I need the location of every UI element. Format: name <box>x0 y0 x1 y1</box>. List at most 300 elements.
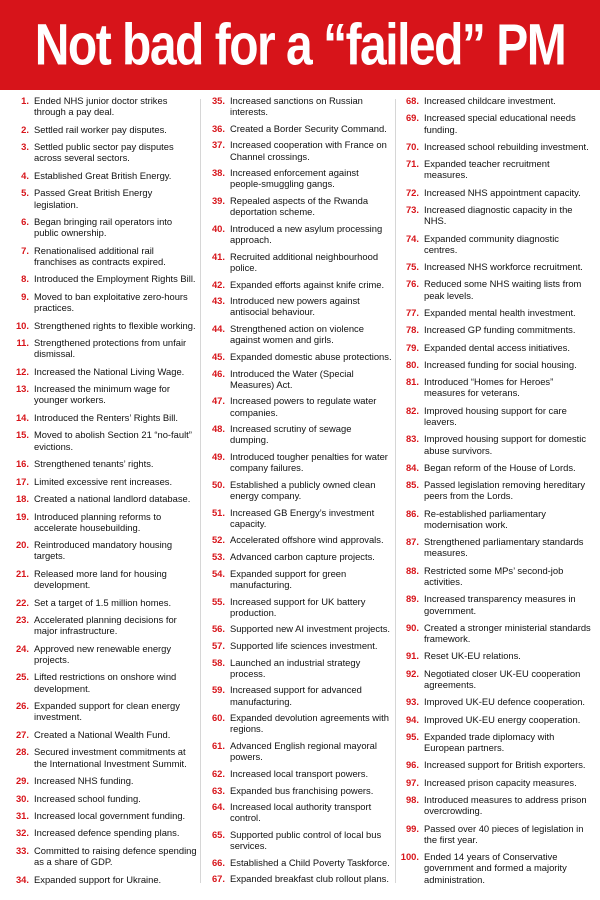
item-text: Improved housing support for care leavers. <box>424 404 567 428</box>
item-text: Established Great British Energy. <box>34 169 172 181</box>
list-item <box>204 534 392 545</box>
list-item <box>8 874 198 885</box>
list-item <box>8 671 198 693</box>
item-number: 77. <box>405 306 419 318</box>
list-item <box>398 794 594 816</box>
list-item <box>204 829 392 851</box>
item-number: 45. <box>211 350 225 362</box>
list-item <box>8 729 198 740</box>
item-number: 41. <box>211 250 225 262</box>
item-text: Created a Border Security Command. <box>230 122 387 134</box>
item-number: 46. <box>211 367 225 379</box>
list-item <box>8 320 198 331</box>
list-item <box>204 251 392 273</box>
item-text: Increased special educational needs funding. <box>424 112 576 135</box>
list-item <box>204 785 392 796</box>
item-number: 8. <box>21 273 29 285</box>
item-text: Expanded teacher recruitment measures. <box>424 158 550 181</box>
list-item <box>8 614 198 636</box>
item-text: Expanded support for green manufacturing. <box>230 567 347 590</box>
item-text: Began bringing rail operators into public ownership. <box>34 216 173 239</box>
list-item <box>8 643 198 665</box>
list-item <box>398 536 594 558</box>
item-number: 89. <box>405 593 419 605</box>
item-number: 47. <box>211 395 225 407</box>
item-number: 82. <box>405 404 419 416</box>
item-text: Reintroduced mandatory housing targets. <box>34 539 173 562</box>
item-number: 36. <box>211 122 225 134</box>
item-text: Increased school funding. <box>34 792 141 804</box>
list-item <box>8 141 198 163</box>
item-text: Reset UK-EU relations. <box>424 650 521 662</box>
item-number: 54. <box>211 567 225 579</box>
list-item <box>398 777 594 788</box>
page-title: Not bad for a “failed” PM <box>34 12 566 78</box>
item-text: Increased NHS workforce recruitment. <box>424 261 583 273</box>
item-number: 84. <box>405 461 419 473</box>
list-item <box>8 124 198 135</box>
item-number: 24. <box>15 642 29 654</box>
list-item <box>204 712 392 734</box>
list-item <box>398 565 594 587</box>
list-item <box>204 740 392 762</box>
item-text: Increased the minimum wage for younger workers. <box>34 383 170 406</box>
list-item <box>8 429 198 451</box>
item-text: Expanded support for clean energy investment. <box>34 700 180 723</box>
list-item <box>204 568 392 590</box>
list-item <box>398 307 594 318</box>
title-banner <box>0 0 600 90</box>
item-number: 99. <box>405 822 419 834</box>
item-text: Improved UK-EU energy cooperation. <box>424 713 581 725</box>
list-item <box>398 731 594 753</box>
item-text: Supported new AI investment projects. <box>230 623 390 635</box>
item-text: Increased cooperation with France on Channel crossings. <box>230 139 387 162</box>
item-text: Introduced the Employment Rights Bill. <box>34 273 196 285</box>
list-item <box>204 684 392 706</box>
list-item <box>8 366 198 377</box>
item-text: Released more land for housing development. <box>34 567 167 591</box>
list-item <box>204 167 392 189</box>
list-item <box>8 337 198 359</box>
list-item <box>398 233 594 255</box>
item-number: 52. <box>211 534 225 546</box>
item-text: Renationalised additional rail franchises as contracts expired. <box>34 244 166 267</box>
item-text: Improved UK-EU defence cooperation. <box>424 696 586 708</box>
list-item <box>8 539 198 561</box>
item-number: 42. <box>211 278 225 290</box>
item-text: Increased sanctions on Russian interests. <box>230 95 363 118</box>
list-item <box>204 368 392 390</box>
item-number: 53. <box>211 551 225 563</box>
item-text: Supported public control of local bus services. <box>230 829 382 852</box>
list-item <box>8 845 198 867</box>
item-number: 62. <box>211 767 225 779</box>
item-number: 9. <box>21 290 29 302</box>
item-text: Reduced some NHS waiting lists from peak levels. <box>424 278 582 301</box>
list-item <box>398 650 594 661</box>
list-item <box>204 323 392 345</box>
item-text: Increased NHS funding. <box>34 775 134 787</box>
list-item <box>204 640 392 651</box>
item-number: 90. <box>405 621 419 633</box>
item-text: Advanced English regional mayoral powers. <box>230 740 377 763</box>
item-number: 64. <box>211 801 225 813</box>
item-text: Ended NHS junior doctor strikes through a pay deal. <box>34 95 168 118</box>
column-divider <box>395 99 396 883</box>
item-text: Ended 14 years of Conservative government and formed a majority administration. <box>424 851 567 885</box>
list-item <box>398 696 594 707</box>
item-number: 13. <box>15 383 29 395</box>
list-item <box>398 593 594 615</box>
item-number: 95. <box>405 730 419 742</box>
item-number: 100. <box>400 851 419 863</box>
item-number: 55. <box>211 595 225 607</box>
item-text: Increased scrutiny of sewage dumping. <box>230 423 352 446</box>
item-number: 11. <box>16 337 29 349</box>
item-text: Supported life sciences investment. <box>230 640 378 651</box>
item-number: 83. <box>405 433 419 445</box>
item-text: Increased defence spending plans. <box>34 827 180 839</box>
item-text: Increased local transport powers. <box>230 767 369 779</box>
item-text: Increased GB Energy’s investment capacity. <box>230 506 375 529</box>
item-text: Strengthened action on violence against women and girls. <box>230 323 364 346</box>
item-number: 59. <box>211 684 225 696</box>
item-number: 73. <box>405 204 419 216</box>
item-number: 75. <box>405 261 419 273</box>
item-number: 80. <box>405 358 419 370</box>
list-item <box>398 622 594 644</box>
item-text: Expanded dental access initiatives. <box>424 341 570 353</box>
item-text: Set a target of 1.5 million homes. <box>34 596 172 608</box>
item-number: 86. <box>405 507 419 519</box>
item-text: Introduced the Water (Special Measures) Act. <box>230 367 354 390</box>
list-item <box>8 511 198 533</box>
list-item <box>398 278 594 300</box>
list-item <box>8 273 198 284</box>
item-number: 66. <box>211 856 225 868</box>
item-number: 60. <box>211 712 225 724</box>
list-item <box>8 568 198 590</box>
list-item <box>204 123 392 134</box>
item-number: 68. <box>405 95 419 106</box>
item-number: 3. <box>21 141 29 153</box>
item-text: Expanded efforts against knife crime. <box>230 278 385 290</box>
item-number: 37. <box>211 139 225 151</box>
item-number: 2. <box>21 123 29 135</box>
list-item <box>204 551 392 562</box>
item-text: Expanded bus franchising powers. <box>230 784 374 796</box>
item-text: Increased GP funding commitments. <box>424 324 576 336</box>
item-number: 14. <box>15 411 29 423</box>
list-item <box>8 291 198 313</box>
item-text: Increased prison capacity measures. <box>424 776 577 788</box>
list-item <box>8 476 198 487</box>
list-item <box>398 204 594 226</box>
list-item <box>204 423 392 445</box>
list-item <box>398 158 594 180</box>
item-number: 49. <box>211 450 225 462</box>
item-number: 69. <box>405 112 419 124</box>
item-text: Advanced carbon capture projects. <box>230 551 375 563</box>
item-text: Settled rail worker pay disputes. <box>34 123 167 135</box>
item-text: Increased school rebuilding investment. <box>424 140 589 152</box>
item-text: Approved new renewable energy projects. <box>34 642 172 665</box>
item-text: Expanded mental health investment. <box>424 306 576 318</box>
list-item <box>8 597 198 608</box>
list-item <box>8 245 198 267</box>
list-item <box>204 395 392 417</box>
item-number: 97. <box>405 776 419 788</box>
item-number: 91. <box>405 650 419 662</box>
list-item <box>398 405 594 427</box>
list-item <box>398 359 594 370</box>
list-item <box>398 95 594 106</box>
item-text: Expanded devolution agreements with regions. <box>230 712 389 735</box>
item-number: 57. <box>211 640 225 651</box>
item-text: Began reform of the House of Lords. <box>424 461 576 473</box>
item-text: Expanded domestic abuse protections. <box>230 350 392 362</box>
item-text: Expanded support for Ukraine. <box>34 873 162 885</box>
item-number: 25. <box>15 671 29 683</box>
list-item <box>8 95 198 117</box>
item-text: Launched an industrial strategy process. <box>230 656 361 679</box>
list-item <box>398 141 594 152</box>
column-divider <box>200 99 201 883</box>
item-text: Increased NHS appointment capacity. <box>424 186 581 198</box>
item-number: 5. <box>21 187 29 199</box>
list-item <box>204 768 392 779</box>
item-text: Increased support for UK battery production. <box>230 595 366 618</box>
item-text: Repealed aspects of the Rwanda deportation scheme. <box>230 195 369 218</box>
item-number: 96. <box>405 759 419 771</box>
item-number: 30. <box>15 792 29 804</box>
item-text: Introduced “Homes for Heroes” measures for veterans. <box>424 376 554 399</box>
item-number: 71. <box>405 158 419 170</box>
item-number: 38. <box>211 167 225 179</box>
list-item <box>8 746 198 768</box>
list-item <box>8 412 198 423</box>
item-number: 85. <box>405 479 419 491</box>
item-text: Re-established parliamentary modernisation work. <box>424 507 546 530</box>
item-text: Created a stronger ministerial standards framework. <box>424 621 591 645</box>
item-text: Accelerated planning decisions for major infrastructure. <box>34 614 177 637</box>
list-column-2 <box>204 95 392 885</box>
item-number: 72. <box>405 186 419 198</box>
item-number: 33. <box>15 844 29 856</box>
list-item <box>8 700 198 722</box>
list-item <box>8 187 198 209</box>
item-text: Limited excessive rent increases. <box>34 475 173 487</box>
item-text: Increased powers to regulate water companies. <box>230 395 377 418</box>
item-number: 12. <box>15 365 29 377</box>
item-number: 65. <box>211 829 225 841</box>
item-text: Expanded breakfast club rollout plans. <box>230 873 389 885</box>
list-column-3 <box>398 95 594 885</box>
item-number: 78. <box>405 324 419 336</box>
item-number: 20. <box>15 539 29 551</box>
item-number: 16. <box>15 458 29 470</box>
list-item <box>204 295 392 317</box>
item-number: 50. <box>211 478 225 490</box>
list-item <box>8 170 198 181</box>
list-item <box>8 383 198 405</box>
item-text: Introduced tougher penalties for water company failures. <box>230 450 388 474</box>
item-number: 23. <box>15 614 29 626</box>
item-number: 1. <box>21 95 29 106</box>
item-number: 29. <box>15 775 29 787</box>
achievements-list <box>0 95 600 895</box>
item-number: 63. <box>211 784 225 796</box>
list-item <box>204 351 392 362</box>
item-number: 93. <box>405 696 419 708</box>
list-item <box>398 261 594 272</box>
item-number: 44. <box>211 323 225 335</box>
item-number: 31. <box>15 809 29 821</box>
list-item <box>398 714 594 725</box>
item-text: Lifted restrictions on onshore wind development. <box>34 671 177 694</box>
list-item <box>8 810 198 821</box>
item-text: Committed to raising defence spending as a share of GDP. <box>34 844 197 868</box>
item-number: 74. <box>405 232 419 244</box>
item-text: Increased childcare investment. <box>424 95 556 106</box>
item-text: Increased support for advanced manufacturing. <box>230 684 362 707</box>
item-text: Passed Great British Energy legislation. <box>34 187 153 210</box>
item-number: 17. <box>15 475 29 487</box>
item-text: Created a National Wealth Fund. <box>34 728 171 740</box>
list-item <box>204 451 392 473</box>
item-number: 43. <box>211 295 225 307</box>
item-number: 51. <box>211 506 225 518</box>
list-item <box>204 139 392 161</box>
item-number: 48. <box>211 423 225 435</box>
item-number: 61. <box>211 740 225 752</box>
item-number: 94. <box>405 713 419 725</box>
list-item <box>8 827 198 838</box>
item-text: Introduced a new asylum processing approach. <box>230 222 383 246</box>
item-text: Strengthened rights to flexible working. <box>34 319 196 331</box>
list-item <box>398 851 594 885</box>
item-text: Introduced planning reforms to accelerate housebuilding. <box>34 510 162 533</box>
item-text: Secured investment commitments at the International Investment Summit. <box>34 746 187 769</box>
item-number: 67. <box>211 873 225 885</box>
list-item <box>204 857 392 868</box>
item-number: 26. <box>15 700 29 712</box>
item-text: Settled public sector pay disputes across several sectors. <box>34 141 174 164</box>
item-number: 21. <box>15 567 29 579</box>
item-number: 88. <box>405 564 419 576</box>
item-text: Created a national landlord database. <box>34 493 191 505</box>
item-text: Passed over 40 pieces of legislation in the first year. <box>424 822 584 845</box>
list-item <box>204 479 392 501</box>
item-text: Established a publicly owned clean energy company. <box>230 478 376 502</box>
item-number: 15. <box>15 429 29 441</box>
list-item <box>204 801 392 823</box>
item-number: 4. <box>21 169 29 181</box>
item-number: 18. <box>15 493 29 505</box>
item-number: 92. <box>405 667 419 679</box>
item-text: Expanded community diagnostic centres. <box>424 232 559 255</box>
item-number: 19. <box>15 510 29 522</box>
list-item <box>8 493 198 504</box>
item-text: Introduced the Renters’ Rights Bill. <box>34 411 178 423</box>
item-number: 87. <box>405 536 419 548</box>
list-item <box>204 195 392 217</box>
list-item <box>398 508 594 530</box>
item-number: 10. <box>15 319 29 331</box>
item-text: Moved to ban exploitative zero-hours practices. <box>34 290 188 314</box>
list-item <box>398 433 594 455</box>
item-number: 34. <box>15 873 29 885</box>
item-text: Recruited additional neighbourhood police. <box>230 250 379 273</box>
item-number: 32. <box>15 827 29 839</box>
item-number: 81. <box>405 376 419 388</box>
item-text: Accelerated offshore wind approvals. <box>230 534 384 546</box>
item-text: Increased diagnostic capacity in the NHS. <box>424 204 573 227</box>
list-item <box>204 657 392 679</box>
item-text: Increased local government funding. <box>34 809 186 821</box>
list-item <box>398 112 594 134</box>
item-text: Strengthened protections from unfair dismissal. <box>34 337 187 360</box>
item-number: 40. <box>211 222 225 234</box>
item-text: Increased support for British exporters. <box>424 759 586 771</box>
list-column-1 <box>8 95 198 885</box>
item-number: 39. <box>211 195 225 207</box>
item-number: 35. <box>211 95 225 106</box>
list-item <box>8 216 198 238</box>
item-number: 22. <box>15 596 29 608</box>
list-item <box>204 596 392 618</box>
item-text: Strengthened tenants’ rights. <box>34 458 154 470</box>
item-text: Introduced new powers against antisocial behaviour. <box>230 295 360 318</box>
item-number: 58. <box>211 656 225 668</box>
list-item <box>204 95 392 117</box>
item-number: 79. <box>405 341 419 353</box>
item-number: 70. <box>405 140 419 152</box>
item-text: Moved to abolish Section 21 “no-fault” evictions. <box>34 429 192 452</box>
item-number: 76. <box>405 278 419 290</box>
list-item <box>398 668 594 690</box>
list-item <box>204 279 392 290</box>
item-text: Increased the National Living Wage. <box>34 365 185 377</box>
item-text: Introduced measures to address prison overcrowding. <box>424 794 587 817</box>
item-text: Increased local authority transport control. <box>230 801 372 824</box>
item-number: 6. <box>21 216 29 228</box>
item-text: Increased enforcement against people-smuggling gangs. <box>230 167 359 190</box>
item-number: 56. <box>211 623 225 635</box>
list-item <box>204 223 392 245</box>
list-item <box>398 376 594 398</box>
item-text: Expanded trade diplomacy with European partners. <box>424 730 555 754</box>
item-text: Improved housing support for domestic abuse survivors. <box>424 433 587 456</box>
item-number: 27. <box>15 728 29 740</box>
item-text: Passed legislation removing hereditary peers from the Lords. <box>424 479 586 502</box>
item-text: Strengthened parliamentary standards measures. <box>424 536 584 559</box>
list-item <box>398 823 594 845</box>
list-item <box>204 873 392 884</box>
list-item <box>398 759 594 770</box>
item-text: Increased funding for social housing. <box>424 358 577 370</box>
list-item <box>8 793 198 804</box>
list-item <box>398 324 594 335</box>
item-text: Restricted some MPs’ second-job activities. <box>424 564 564 587</box>
list-item <box>398 187 594 198</box>
item-number: 28. <box>15 746 29 758</box>
list-item <box>204 507 392 529</box>
item-number: 7. <box>21 244 29 256</box>
list-item <box>398 479 594 501</box>
list-item <box>204 623 392 634</box>
